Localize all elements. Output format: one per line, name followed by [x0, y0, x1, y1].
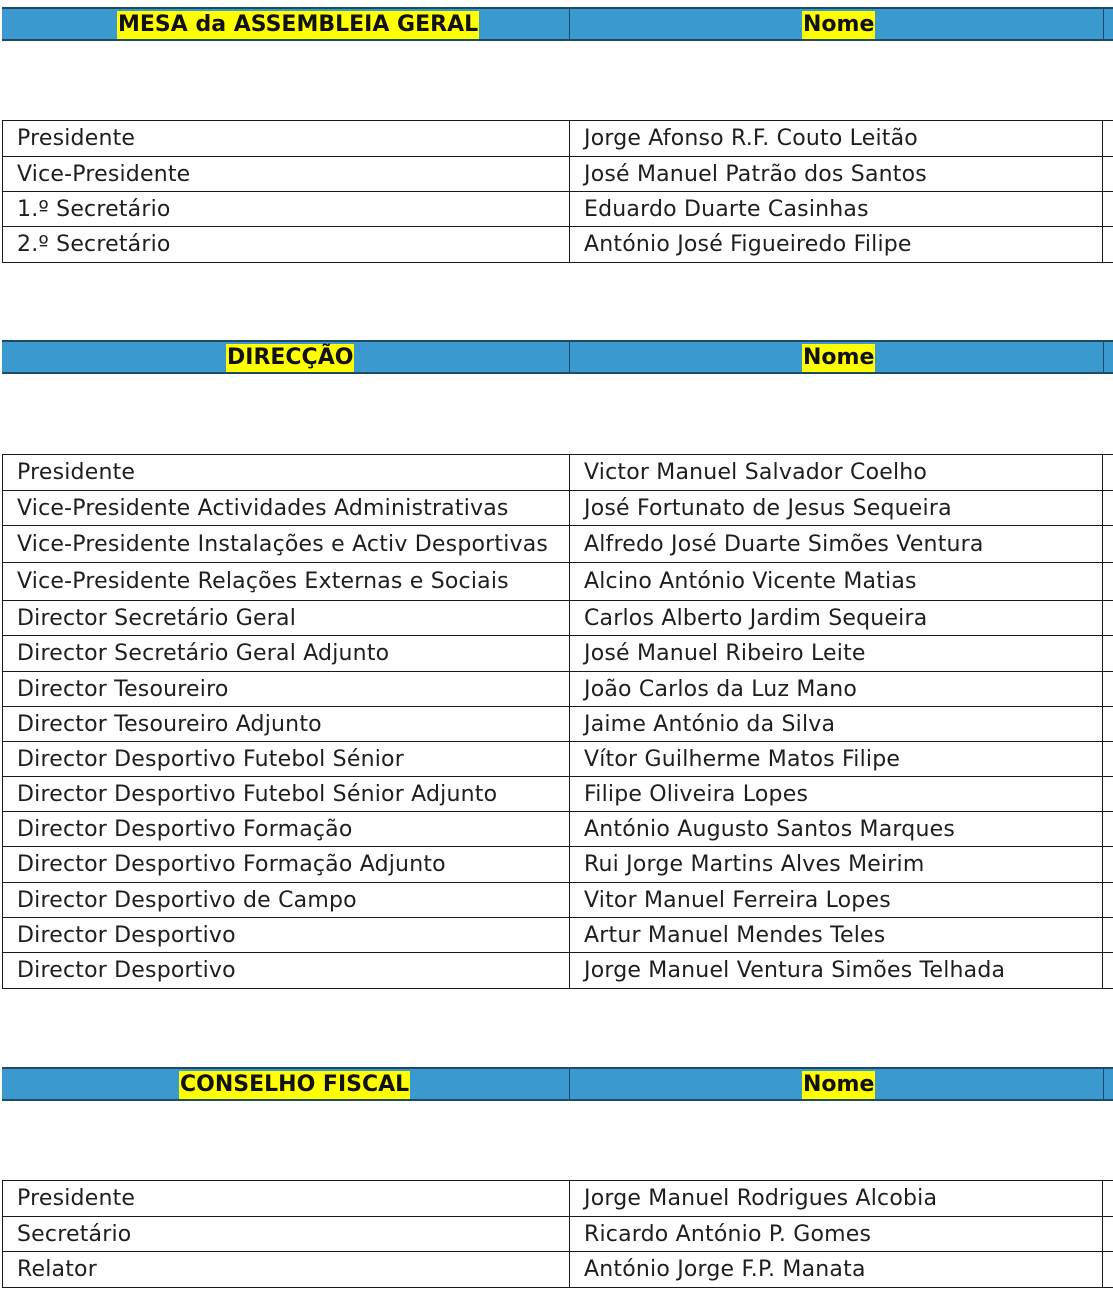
name-cell: Eduardo Duarte Casinhas [570, 192, 1103, 227]
table-row [3, 636, 1113, 672]
empty-cell [1103, 526, 1113, 563]
name-cell: António José Figueiredo Filipe [570, 227, 1103, 263]
name-cell: Jorge Manuel Ventura Simões Telhada [570, 953, 1103, 989]
table-row [3, 777, 1113, 812]
name-cell: José Fortunato de Jesus Sequeira [570, 491, 1103, 526]
empty-cell [1103, 491, 1113, 526]
name-column-header: Nome [803, 12, 875, 37]
table-row [3, 1252, 1113, 1288]
table-row [3, 121, 1113, 157]
empty-cell [1103, 953, 1113, 989]
table-row [3, 812, 1113, 847]
empty-cell [1103, 227, 1113, 263]
role-cell: Director Desportivo Formação Adjunto [3, 847, 570, 883]
empty-cell [1103, 192, 1113, 227]
section-title: CONSELHO FISCAL [180, 1072, 410, 1097]
empty-cell [1103, 777, 1113, 812]
name-cell: Jaime António da Silva [570, 707, 1103, 742]
section-title: MESA da ASSEMBLEIA GERAL [118, 12, 479, 37]
name-cell: Jorge Afonso R.F. Couto Leitão [570, 121, 1103, 157]
name-cell: Rui Jorge Martins Alves Meirim [570, 847, 1103, 883]
role-cell: Vice-Presidente [3, 157, 570, 192]
empty-cell [1103, 672, 1113, 707]
empty-cell [1103, 812, 1113, 847]
header-divider [1103, 342, 1104, 372]
section-header-assembleia [2, 7, 1113, 41]
role-cell: Director Tesoureiro Adjunto [3, 707, 570, 742]
role-cell: Director Desportivo [3, 953, 570, 989]
role-cell: Director Desportivo Futebol Sénior Adjunto [3, 777, 570, 812]
role-cell: 2.º Secretário [3, 227, 570, 263]
section-header-direccao [2, 340, 1113, 374]
name-cell: Victor Manuel Salvador Coelho [570, 455, 1103, 491]
empty-cell [1103, 636, 1113, 672]
table-row [3, 742, 1113, 777]
name-cell: Artur Manuel Mendes Teles [570, 918, 1103, 953]
header-divider [569, 9, 570, 39]
table-row [3, 953, 1113, 989]
name-cell: Vítor Guilherme Matos Filipe [570, 742, 1103, 777]
role-cell: Vice-Presidente Instalações e Activ Desportivas [3, 526, 570, 563]
role-cell: Director Desportivo Formação [3, 812, 570, 847]
name-cell: António Jorge F.P. Manata [570, 1252, 1103, 1288]
role-cell: Vice-Presidente Actividades Administrativas [3, 491, 570, 526]
name-cell: António Augusto Santos Marques [570, 812, 1103, 847]
role-cell: 1.º Secretário [3, 192, 570, 227]
empty-cell [1103, 1181, 1113, 1217]
empty-cell [1103, 918, 1113, 953]
table-row [3, 455, 1113, 491]
name-cell: Ricardo António P. Gomes [570, 1217, 1103, 1252]
empty-cell [1103, 742, 1113, 777]
role-cell: Presidente [3, 121, 570, 157]
section-title: DIRECÇÃO [227, 345, 354, 370]
empty-cell [1103, 157, 1113, 192]
role-cell: Director Secretário Geral Adjunto [3, 636, 570, 672]
name-cell: Vitor Manuel Ferreira Lopes [570, 883, 1103, 918]
name-cell: Filipe Oliveira Lopes [570, 777, 1103, 812]
header-divider [569, 1069, 570, 1099]
role-cell: Relator [3, 1252, 570, 1288]
empty-cell [1103, 563, 1113, 601]
table-row [3, 847, 1113, 883]
roster-table-direccao [2, 454, 1113, 989]
roster-table-assembleia [2, 120, 1113, 263]
table-row [3, 563, 1113, 601]
header-divider [1103, 1069, 1104, 1099]
roster-table-conselho-fiscal [2, 1180, 1113, 1288]
empty-cell [1103, 847, 1113, 883]
name-cell: Alfredo José Duarte Simões Ventura [570, 526, 1103, 563]
empty-cell [1103, 883, 1113, 918]
table-row [3, 491, 1113, 526]
empty-cell [1103, 601, 1113, 636]
role-cell: Secretário [3, 1217, 570, 1252]
empty-cell [1103, 455, 1113, 491]
role-cell: Director Desportivo de Campo [3, 883, 570, 918]
role-cell: Presidente [3, 455, 570, 491]
role-cell: Director Desportivo [3, 918, 570, 953]
name-column-header: Nome [803, 1072, 875, 1097]
table-row [3, 157, 1113, 192]
header-divider [1103, 9, 1104, 39]
name-cell: João Carlos da Luz Mano [570, 672, 1103, 707]
table-row [3, 918, 1113, 953]
role-cell: Vice-Presidente Relações Externas e Sociais [3, 563, 570, 601]
empty-cell [1103, 1252, 1113, 1288]
empty-cell [1103, 121, 1113, 157]
table-row [3, 883, 1113, 918]
role-cell: Director Desportivo Futebol Sénior [3, 742, 570, 777]
name-cell: Carlos Alberto Jardim Sequeira [570, 601, 1103, 636]
table-row [3, 526, 1113, 563]
table-row [3, 601, 1113, 636]
name-column-header: Nome [803, 345, 875, 370]
section-header-conselho-fiscal [2, 1067, 1113, 1101]
name-cell: Alcino António Vicente Matias [570, 563, 1103, 601]
role-cell: Presidente [3, 1181, 570, 1217]
empty-cell [1103, 1217, 1113, 1252]
table-row [3, 672, 1113, 707]
table-row [3, 227, 1113, 263]
name-cell: José Manuel Ribeiro Leite [570, 636, 1103, 672]
name-cell: José Manuel Patrão dos Santos [570, 157, 1103, 192]
role-cell: Director Secretário Geral [3, 601, 570, 636]
role-cell: Director Tesoureiro [3, 672, 570, 707]
table-row [3, 707, 1113, 742]
table-row [3, 192, 1113, 227]
header-divider [569, 342, 570, 372]
table-row [3, 1217, 1113, 1252]
table-row [3, 1181, 1113, 1217]
name-cell: Jorge Manuel Rodrigues Alcobia [570, 1181, 1103, 1217]
empty-cell [1103, 707, 1113, 742]
